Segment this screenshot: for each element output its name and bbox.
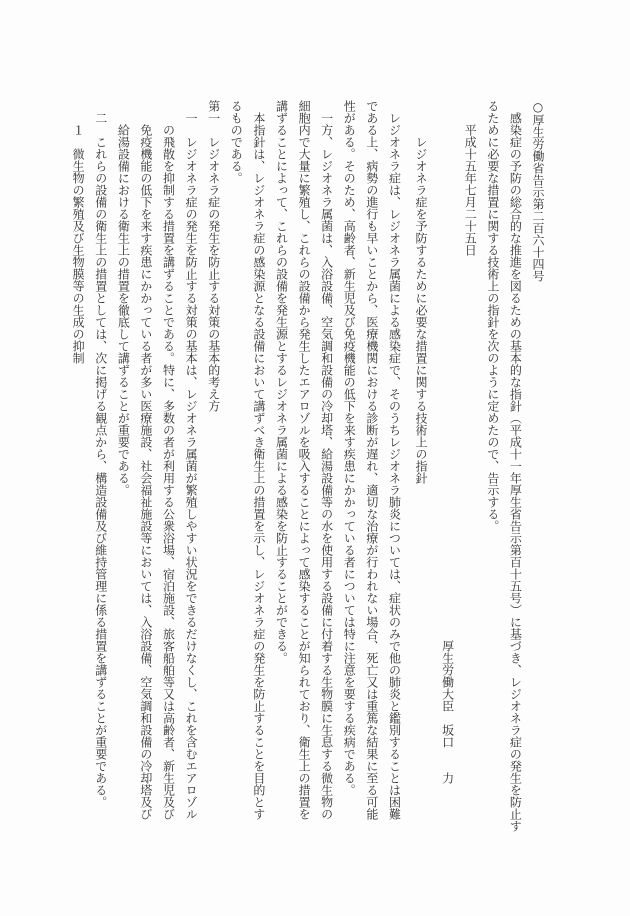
item-line: の飛散を抑制する措置を講ずることである。特に、多数の者が利用する公衆浴場、宿泊施設、旅客船舶等又は高齢者、新生児及び — [161, 124, 176, 820]
intro-line: である上、病勢の進行も早いことから、医療機関における診断が遅れ、適切な治療が行われない場合、死亡又は重篤な結果に至る可能 — [364, 100, 379, 820]
notice-document — [67, 100, 549, 832]
intro-line: 一方、レジオネラ属菌は、入浴設備、空気調和設備の冷却塔、給湯設備等の水を使用する設備に付着する生物膜に生息する微生物の — [319, 112, 334, 820]
intro-line: 性がある。そのため、高齢者、新生児及び免疫機能の低下を来す疾患にかかっている者については特に注意を要する疾病である。 — [342, 100, 357, 796]
item-line: 免疫機能の低下を来す疾患にかかっている者が多い医療施設、社会福祉施設等においては、入浴設備、空気調和設備の冷却塔及び — [138, 124, 153, 820]
preamble-line: るために必要な措置に関する技術上の指針を次のように定めたので、告示する。 — [485, 100, 500, 532]
intro-line: 細胞内で大量に繁殖し、これらの設備から発生したエアロゾルを吸入することによって感染することが知られており、衛生上の措置を — [297, 100, 312, 820]
preamble-line: 感染症の予防の総合的な推進を図るための基本的な指針（平成十一年厚生省告示第百十五号）に基づき、レジオネラ症の発生を防止す — [508, 112, 523, 832]
subitem-line: １ 微生物の繁殖及び生物膜等の生成の抑制 — [71, 124, 86, 364]
intro-line: 講ずることによって、これらの設備を発生源とするレジオネラ属菌による感染を防止することができる。 — [274, 100, 289, 664]
intro-line: レジオネラ症は、レジオネラ属菌による感染症で、そのうちレジオネラ肺炎については、症状のみで他の肺炎と鑑別することは困難 — [387, 112, 402, 820]
section-heading: 第一 レジオネラ症の発生を防止する対策の基本的考え方 — [206, 100, 221, 412]
notice-date: 平成十五年七月二十五日 — [463, 124, 478, 256]
notice-number: ○厚生労働省告示第二百六十四号 — [531, 100, 545, 282]
item-line: 一 レジオネラ症の発生を防止する対策の基本は、レジオネラ属菌が繁殖しやすい状況をできるだけなくし、これを含むエアロゾル — [184, 112, 199, 820]
signatory: 厚生労働大臣 坂口 力 — [440, 640, 455, 784]
item-line: 給湯設備における衛生上の措置を徹底して講ずることが重要である。 — [116, 124, 131, 496]
intro-line: るものである。 — [229, 100, 244, 184]
item-line: 二 これらの設備の衛生上の措置としては、次に掲げる観点から、構造設備及び維持管理に係る措置を講ずることが重要である。 — [93, 112, 108, 808]
guideline-title: レジオネラ症を予防するために必要な措置に関する技術上の指針 — [414, 136, 429, 484]
intro-line: 本指針は、レジオネラ症の感染源となる設備において講ずべき衛生上の措置を示し、レジオネラ症の発生を防止することを目的とす — [251, 112, 266, 820]
